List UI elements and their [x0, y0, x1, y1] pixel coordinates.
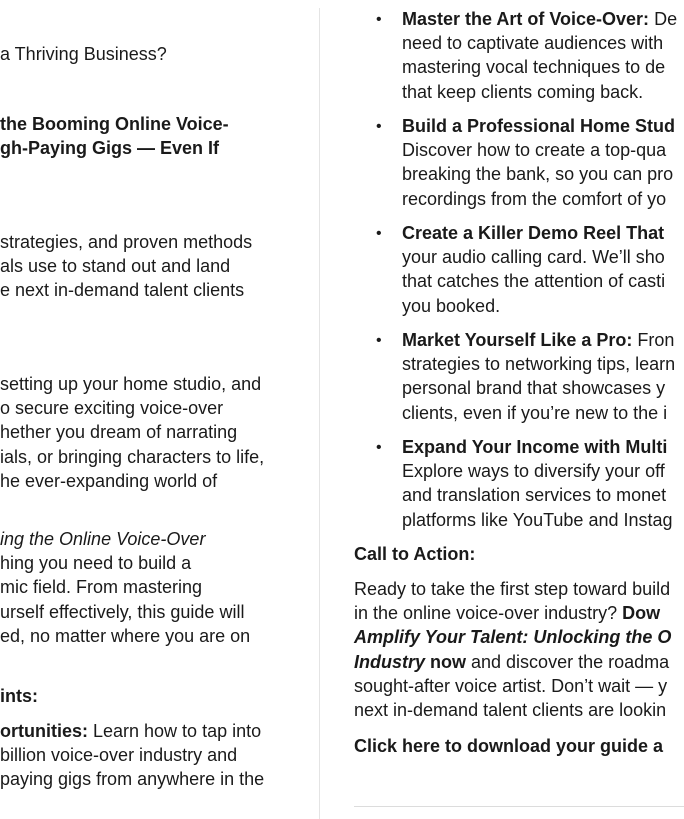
key-point-line: paying gigs from anywhere in the	[0, 769, 265, 790]
bullet-item	[402, 114, 675, 211]
paragraph-line: als use to stand out and land	[0, 256, 231, 277]
key-point-title: ortunities:	[0, 721, 88, 741]
bullet-title: Master the Art of Voice-Over:	[402, 9, 650, 29]
guide-title-italic: ing the Online Voice-Over	[0, 529, 206, 549]
bullet-line: you booked.	[402, 295, 501, 316]
headline-line: gh-Paying Gigs — Even If	[0, 138, 220, 159]
bullet-line: Discover how to create a top-qua	[402, 140, 667, 161]
left-column	[0, 0, 319, 819]
key-point-line: billion voice-over industry and	[0, 745, 238, 766]
bullet-line: clients, even if you’re new to the i	[402, 402, 668, 423]
guide-title-bold-italic: Industry	[354, 651, 426, 672]
cta-line: in the online voice-over industry?	[354, 603, 623, 624]
paragraph-line: o secure exciting voice-over	[0, 398, 224, 419]
paragraph-line: ed, no matter where you are on	[0, 625, 251, 646]
cta-heading: Call to Action:	[354, 544, 476, 564]
paragraph-1	[0, 230, 252, 303]
bullet-line: personal brand that showcases y	[402, 378, 666, 399]
paragraph-line: strategies, and proven methods	[0, 232, 253, 252]
cta-download-bold: Dow	[622, 603, 661, 624]
bullet-line: and translation services to monet	[402, 485, 667, 506]
bullet-title: Build a Professional Home Stud	[402, 116, 676, 136]
paragraph-2	[0, 372, 264, 493]
bullet-line: recordings from the comfort of yo	[402, 188, 667, 209]
key-point-1	[0, 719, 264, 792]
headline-line: the Booming Online Voice-	[0, 114, 229, 134]
bullet-dot: •	[376, 11, 382, 28]
cta-paragraph	[354, 577, 671, 722]
guide-title-bold-italic: Amplify Your Talent: Unlocking the O	[354, 627, 672, 648]
paragraph-line: e next in-demand talent clients	[0, 280, 245, 301]
bullet-line: mastering vocal techniques to de	[402, 57, 666, 78]
horizontal-rule	[354, 806, 684, 807]
bullet-dot: •	[376, 225, 382, 242]
cta-line: Ready to take the first step toward build	[354, 579, 671, 599]
cta-now-bold: now	[425, 651, 467, 672]
bullet-dot: •	[376, 118, 382, 135]
bullet-line: platforms like YouTube and Instag	[402, 509, 673, 530]
bullet-title: Create a Killer Demo Reel That	[402, 223, 665, 243]
bullet-title: Market Yourself Like a Pro:	[402, 330, 633, 350]
cta-line: sought-after voice artist. Don’t wait — y	[354, 675, 668, 696]
bullet-line: breaking the bank, so you can pro	[402, 164, 674, 185]
bullet-line: need to captivate audiences with	[402, 33, 664, 54]
bullet-line: strategies to networking tips, learn	[402, 354, 676, 375]
paragraph-line: mic field. From mastering	[0, 577, 203, 598]
download-guide-link[interactable]: Click here to download your guide a	[354, 736, 664, 756]
bullet-text: De	[649, 9, 678, 29]
key-points-heading: ints:	[0, 686, 38, 706]
intro-question: a Thriving Business?	[0, 44, 167, 64]
paragraph-line: urself effectively, this guide will	[0, 601, 245, 622]
bullet-title: Expand Your Income with Multi	[402, 437, 668, 457]
bullet-text: Fron	[632, 330, 675, 350]
paragraph-line: setting up your home studio, and	[0, 374, 262, 394]
bullet-line: your audio calling card. We’ll sho	[402, 247, 665, 268]
bullet-line: that catches the attention of casti	[402, 271, 666, 292]
cta-line: and discover the roadma	[466, 651, 670, 672]
bullet-line: that keep clients coming back.	[402, 81, 644, 102]
bullet-item	[402, 328, 675, 425]
bullet-dot: •	[376, 439, 382, 456]
paragraph-line: he ever-expanding world of	[0, 470, 218, 491]
key-point-text: Learn how to tap into	[88, 721, 262, 741]
headline	[0, 112, 229, 160]
cta-line: next in-demand talent clients are lookin	[354, 699, 667, 720]
paragraph-line: hether you dream of narrating	[0, 422, 238, 443]
bullet-item	[402, 7, 677, 104]
paragraph-3	[0, 527, 250, 648]
paragraph-line: ials, or bringing characters to life,	[0, 446, 265, 467]
right-column	[320, 0, 684, 819]
bullet-dot: •	[376, 332, 382, 349]
bullet-item	[402, 221, 665, 318]
paragraph-line: hing you need to build a	[0, 553, 192, 574]
bullet-line: Explore ways to diversify your off	[402, 461, 665, 482]
bullet-item	[402, 435, 673, 532]
